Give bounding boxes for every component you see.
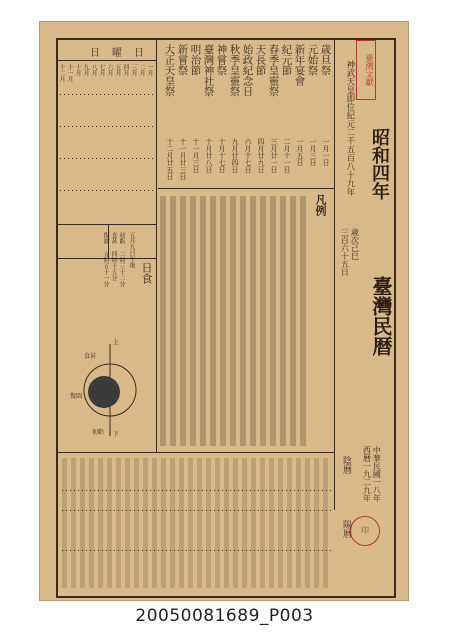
month-label: 五月 <box>114 64 121 76</box>
divider-festival <box>156 40 157 188</box>
eclipse-caption-left: 復圓 <box>70 393 83 400</box>
festival-name: 始政紀念日 <box>241 44 254 97</box>
festival-date: 十一月廿三日 <box>179 138 187 180</box>
month-label: 八月 <box>90 64 97 76</box>
eclipse-direction-top: 上 <box>113 339 120 346</box>
month-label: 九月 <box>82 64 89 76</box>
collection-seal: 臺灣文獻 <box>356 40 376 100</box>
eclipse-label: 日食 <box>140 262 153 284</box>
festival-date: 十月廿八日 <box>205 138 213 173</box>
divider-right-header <box>334 40 335 510</box>
festival-name: 明治節 <box>189 44 202 76</box>
notes-label: 凡例 <box>314 194 327 216</box>
strip-text-block <box>62 458 332 588</box>
eclipse-direction-bottom: 下 <box>113 431 120 438</box>
sunday-table-title: 日曜日 <box>90 48 156 59</box>
festival-name: 臺灣神社祭 <box>202 44 215 97</box>
eclipse-time: 復圓 五時五十一分 <box>102 232 109 287</box>
festival-date: 十月十七日 <box>218 138 226 173</box>
divider-left-mid <box>58 224 156 225</box>
round-seal: 印 <box>350 516 380 546</box>
republic-note: 中華民國一八年 <box>372 446 382 502</box>
festival-date: 三月廿一日 <box>270 138 278 173</box>
festival-name: 新年宴會 <box>293 44 306 86</box>
eclipse-caption-top: 食甚 <box>84 353 97 360</box>
divider-left-column <box>156 188 157 452</box>
festival-name: 春季皇靈祭 <box>267 44 280 97</box>
table-rule <box>60 190 154 191</box>
festival-name: 秋季皇靈祭 <box>228 44 241 97</box>
sunday-table <box>60 64 154 222</box>
eclipse-time: 食甚 四時十五分 <box>110 232 117 281</box>
notes-text-block <box>160 196 308 446</box>
divider-bottom-section <box>58 452 334 453</box>
month-label: 三月 <box>130 64 137 76</box>
month-label: 六月 <box>106 64 113 76</box>
emperor-line: 神武天皇即位紀元二千五百八十九年 <box>344 60 355 196</box>
era-title: 昭和四年 <box>369 128 390 200</box>
month-label: 一月 <box>146 64 153 76</box>
archive-id-caption: 20050081689_P003 <box>135 606 314 626</box>
festival-date: 一月三日 <box>309 138 317 166</box>
table-rule <box>60 158 154 159</box>
month-label: 十二月 <box>58 64 65 82</box>
festival-name: 紀元節 <box>280 44 293 76</box>
month-label: 十月 <box>74 64 81 76</box>
calendar-title: 臺灣民暦 <box>369 276 393 356</box>
festival-date: 十二月廿五日 <box>166 138 174 180</box>
festival-name: 歳旦祭 <box>319 44 332 76</box>
lunar-label: 陰暦 <box>341 456 351 474</box>
table-rule <box>60 126 154 127</box>
festival-name: 天長節 <box>254 44 267 76</box>
solar-label: 陽暦 <box>341 520 351 538</box>
festival-name: 神嘗祭 <box>215 44 228 76</box>
western-note: 西暦一九二九年 <box>362 446 372 502</box>
festival-date: 九月廿四日 <box>231 138 239 173</box>
festival-date: 六月十七日 <box>244 138 252 173</box>
festival-name: 大正天皇祭 <box>163 44 176 97</box>
festival-date: 四月廿九日 <box>257 138 265 173</box>
divider-top-section <box>158 188 334 189</box>
year-dates-2: 三百六十五日 <box>340 228 350 276</box>
festival-date: 十一月三日 <box>192 138 200 173</box>
festival-list <box>160 44 332 186</box>
divider-left-top <box>58 60 156 61</box>
eclipse-time: 初虧 二時三十二分 <box>118 232 125 287</box>
month-label: 四月 <box>122 64 129 76</box>
table-rule <box>60 94 154 95</box>
eclipse-date: 五月九日午後 <box>128 232 135 268</box>
festival-name: 新嘗祭 <box>176 44 189 76</box>
eclipse-caption-right: 初虧 <box>92 429 105 436</box>
month-label: 十一月 <box>66 64 73 82</box>
festival-date: 一月五日 <box>296 138 304 166</box>
eclipse-diagram <box>70 340 150 440</box>
month-label: 七月 <box>98 64 105 76</box>
festival-name: 元始祭 <box>306 44 319 76</box>
year-dates-1: 歳次己巳 <box>350 228 360 260</box>
month-label: 二月 <box>138 64 145 76</box>
festival-date: 二月十一日 <box>283 138 291 173</box>
festival-date: 一月一日 <box>322 138 330 166</box>
